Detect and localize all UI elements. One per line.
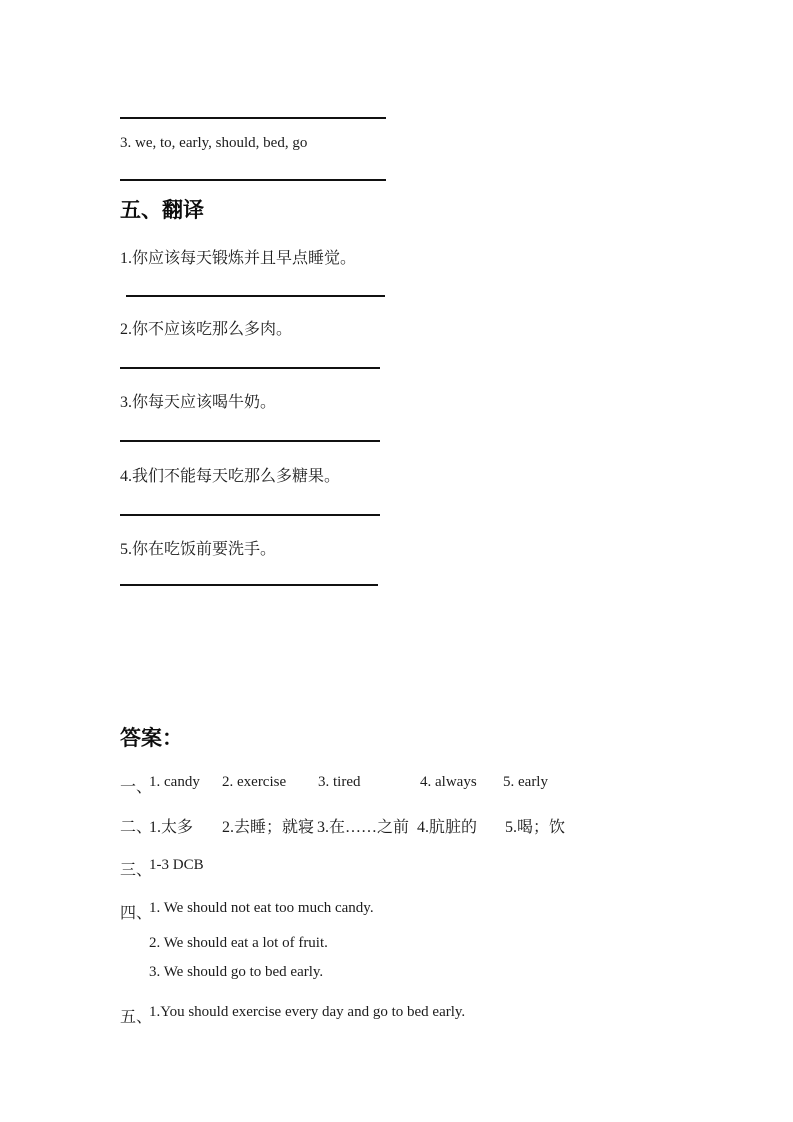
answer-item: 1-3 DCB (149, 857, 204, 873)
answers-row-4-line-2 (0, 935, 793, 957)
answer-item: 3. We should go to bed early. (149, 964, 324, 980)
answer-blank-line (120, 440, 380, 442)
answer-blank-line (126, 295, 385, 297)
translation-item-2: 2.你不应该吃那么多肉。 (120, 321, 293, 338)
section-5-heading: 五、翻译 (120, 199, 204, 222)
answer-item: 3. tired (318, 774, 361, 790)
answers-row-4 (0, 900, 793, 922)
answer-item: 1. candy (149, 774, 200, 790)
row-label: 一、 (120, 779, 153, 796)
answer-item: 5.喝；饮 (505, 819, 566, 836)
translation-item-5: 5.你在吃饭前要洗手。 (120, 541, 277, 558)
unscramble-item-3: 3. we, to, early, should, bed, go (120, 135, 308, 151)
answer-item: 4. always (420, 774, 477, 790)
answer-item: 2. We should eat a lot of fruit. (149, 935, 328, 951)
row-label: 五、 (120, 1009, 153, 1026)
answer-item: 2. exercise (222, 774, 287, 790)
answers-row-5 (0, 1004, 793, 1026)
answer-item: 1.太多 (149, 819, 194, 836)
translation-item-4: 4.我们不能每天吃那么多糖果。 (120, 468, 341, 485)
answer-blank-line (120, 584, 378, 586)
answers-row-3 (0, 857, 793, 879)
row-label: 二、 (120, 819, 153, 836)
answers-heading: 答案： (120, 727, 183, 750)
answers-row-4-line-3 (0, 964, 793, 986)
answer-item: 5. early (503, 774, 548, 790)
answer-blank-line (120, 514, 380, 516)
answer-item: 3.在……之前 (317, 819, 410, 836)
answer-blank-line (120, 117, 386, 119)
translation-item-3: 3.你每天应该喝牛奶。 (120, 394, 277, 411)
answer-blank-line (120, 179, 386, 181)
answer-item: 1. We should not eat too much candy. (149, 900, 374, 916)
translation-item-1: 1.你应该每天锻炼并且早点睡觉。 (120, 250, 357, 267)
row-label: 三、 (120, 862, 153, 879)
answers-row-1 (0, 774, 793, 796)
answers-row-2 (0, 814, 793, 836)
answer-blank-line (120, 367, 380, 369)
answer-item: 1.You should exercise every day and go to bed early. (149, 1004, 466, 1020)
answer-item: 4.肮脏的 (417, 819, 478, 836)
row-label: 四、 (120, 905, 153, 922)
answer-item: 2.去睡；就寝 (222, 819, 315, 836)
